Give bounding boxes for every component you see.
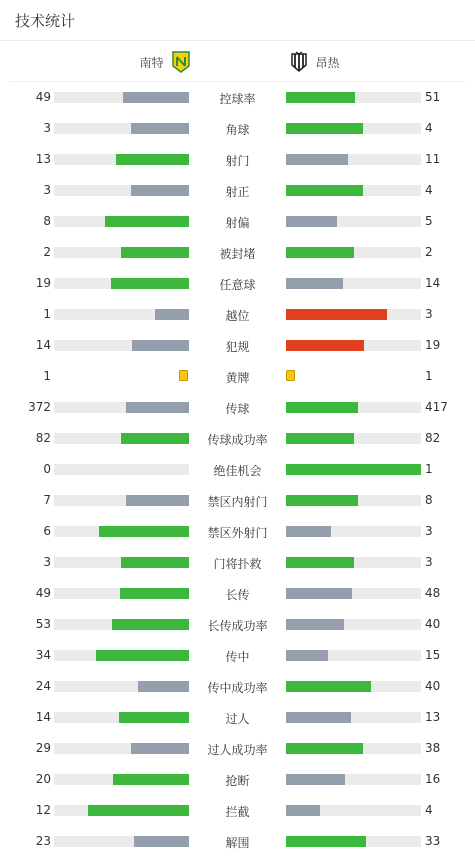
home-stat-value: 2 (43, 245, 51, 259)
home-stat-value: 8 (43, 214, 51, 228)
away-stat-bar (286, 557, 421, 568)
away-stat-value: 8 (425, 493, 433, 507)
stat-row (0, 609, 475, 640)
away-stat-value: 5 (425, 214, 433, 228)
home-team-name: 南特 (139, 55, 164, 70)
away-stat-bar-fill (286, 402, 358, 413)
stat-label: 传球成功率 (207, 433, 268, 447)
away-stat-bar (286, 92, 421, 103)
away-stat-value: 40 (425, 679, 441, 693)
home-stat-value: 12 (35, 803, 51, 817)
away-stat-value: 4 (425, 121, 433, 135)
away-stat-bar (286, 712, 421, 723)
home-stat-bar (54, 495, 189, 506)
away-stat-value: 15 (425, 648, 441, 662)
home-stat-value: 0 (43, 462, 51, 476)
home-stat-value: 24 (35, 679, 51, 693)
stat-label: 长传成功率 (207, 619, 268, 633)
away-stat-bar-fill (286, 650, 328, 661)
home-stat-bar-fill (121, 433, 189, 444)
stat-row (0, 113, 475, 144)
home-stat-value: 20 (35, 772, 51, 786)
stat-label: 射偏 (225, 216, 250, 230)
home-stat-bar-fill (132, 340, 189, 351)
stat-label: 过人成功率 (207, 743, 268, 757)
away-stat-bar-fill (286, 836, 366, 847)
away-stat-bar-fill (286, 216, 337, 227)
away-stat-bar-fill (286, 247, 354, 258)
home-stat-value: 1 (43, 369, 51, 383)
away-stat-value: 48 (425, 586, 441, 600)
away-team-name: 昂热 (315, 55, 340, 70)
home-stat-value: 7 (43, 493, 51, 507)
home-stat-value: 49 (35, 90, 51, 104)
home-team[interactable] (139, 51, 189, 73)
home-stat-bar-fill (113, 774, 189, 785)
away-stat-bar-fill (286, 681, 371, 692)
stat-label: 过人 (225, 712, 250, 726)
home-stat-bar (54, 836, 189, 847)
away-team[interactable] (290, 51, 340, 73)
away-stat-value: 19 (425, 338, 441, 352)
stat-row (0, 578, 475, 609)
home-stat-bar (54, 216, 189, 227)
home-stat-value: 3 (43, 555, 51, 569)
home-stat-value: 19 (35, 276, 51, 290)
home-stat-bar-fill (126, 495, 189, 506)
away-stat-value: 1 (425, 462, 433, 476)
away-stat-bar-fill (286, 278, 343, 289)
home-stat-bar-fill (99, 526, 189, 537)
home-stat-bar (54, 526, 189, 537)
stat-label: 越位 (225, 309, 250, 323)
home-team-crest-icon (172, 51, 190, 73)
stat-label: 门将扑救 (213, 557, 262, 571)
stat-label: 抢断 (225, 774, 250, 788)
stat-row (0, 361, 475, 392)
away-stat-bar-fill (286, 495, 358, 506)
home-stat-value: 3 (43, 183, 51, 197)
home-stat-bar-fill (88, 805, 189, 816)
away-stat-value: 82 (425, 431, 441, 445)
stat-label: 控球率 (219, 92, 256, 106)
stat-label: 禁区外射门 (207, 526, 268, 540)
away-stat-value: 3 (425, 555, 433, 569)
away-stat-bar (286, 278, 421, 289)
home-stat-value: 3 (43, 121, 51, 135)
home-stat-bar-fill (112, 619, 189, 630)
stat-row (0, 175, 475, 206)
stat-row (0, 485, 475, 516)
away-stat-bar-fill (286, 185, 363, 196)
away-stat-bar (286, 526, 421, 537)
stat-row (0, 82, 475, 113)
home-stat-value: 14 (35, 710, 51, 724)
stat-row (0, 671, 475, 702)
away-stat-bar-fill (286, 588, 352, 599)
away-stat-value: 51 (425, 90, 441, 104)
away-stat-bar (286, 588, 421, 599)
stat-label: 射门 (225, 154, 250, 168)
away-stat-bar-fill (286, 154, 348, 165)
home-stat-bar-fill (116, 154, 189, 165)
away-stat-bar-fill (286, 123, 363, 134)
home-stat-bar (54, 92, 189, 103)
stat-row (0, 454, 475, 485)
away-stat-value: 11 (425, 152, 441, 166)
home-stat-bar-fill (131, 123, 189, 134)
home-stat-bar-fill (121, 557, 189, 568)
away-stat-bar (286, 154, 421, 165)
header (0, 0, 475, 41)
yellow-card-icon (286, 370, 295, 381)
home-stat-value: 29 (35, 741, 51, 755)
home-stat-bar (54, 650, 189, 661)
stat-label: 解围 (225, 836, 250, 850)
away-stat-bar (286, 650, 421, 661)
away-stat-bar-fill (286, 743, 363, 754)
away-stat-bar-fill (286, 433, 354, 444)
away-stat-bar-fill (286, 92, 355, 103)
home-stat-bar (54, 557, 189, 568)
home-stat-bar (54, 247, 189, 258)
home-stat-bar (54, 743, 189, 754)
stats-list (0, 82, 475, 857)
stat-row (0, 423, 475, 454)
home-stat-bar (54, 588, 189, 599)
away-stat-bar-fill (286, 619, 344, 630)
away-stat-value: 33 (425, 834, 441, 848)
away-stat-bar (286, 805, 421, 816)
away-stat-bar (286, 464, 421, 475)
home-stat-value: 14 (35, 338, 51, 352)
away-stat-bar (286, 681, 421, 692)
away-stat-bar (286, 433, 421, 444)
away-stat-bar (286, 743, 421, 754)
stat-row (0, 392, 475, 423)
away-stat-bar-fill (286, 557, 354, 568)
stat-label: 禁区内射门 (207, 495, 268, 509)
stat-row (0, 795, 475, 826)
stat-label: 被封堵 (219, 247, 256, 261)
home-stat-bar (54, 681, 189, 692)
stat-label: 传中成功率 (207, 681, 268, 695)
home-stat-value: 53 (35, 617, 51, 631)
stat-label: 传中 (225, 650, 250, 664)
home-stat-value: 13 (35, 152, 51, 166)
stat-row (0, 547, 475, 578)
home-stat-bar (54, 805, 189, 816)
away-stat-bar (286, 216, 421, 227)
home-stat-bar-fill (111, 278, 189, 289)
stat-row (0, 516, 475, 547)
home-stat-bar-fill (131, 185, 189, 196)
away-stat-value: 14 (425, 276, 441, 290)
home-stat-bar (54, 123, 189, 134)
page-title: 技术统计 (15, 12, 76, 30)
stat-row (0, 144, 475, 175)
home-stat-value: 1 (43, 307, 51, 321)
home-stat-bar-fill (138, 681, 189, 692)
stat-label: 任意球 (219, 278, 256, 292)
stat-row (0, 237, 475, 268)
away-stat-value: 3 (425, 307, 433, 321)
away-stat-bar (286, 495, 421, 506)
away-stat-bar (286, 309, 421, 320)
away-stat-value: 38 (425, 741, 441, 755)
stat-label: 长传 (225, 588, 250, 602)
stat-label: 传球 (225, 402, 250, 416)
away-stat-bar-fill (286, 340, 364, 351)
stat-row (0, 702, 475, 733)
stat-row (0, 268, 475, 299)
away-stat-value: 13 (425, 710, 441, 724)
home-stat-bar-fill (126, 402, 189, 413)
stat-row (0, 733, 475, 764)
stat-row (0, 206, 475, 237)
away-stat-value: 1 (425, 369, 433, 383)
stat-row (0, 826, 475, 857)
team-header (10, 41, 465, 82)
home-stat-value: 23 (35, 834, 51, 848)
home-stat-bar (54, 309, 189, 320)
stat-row (0, 330, 475, 361)
away-stat-value: 3 (425, 524, 433, 538)
home-stat-bar (54, 619, 189, 630)
home-stat-bar-fill (123, 92, 189, 103)
away-stat-value: 2 (425, 245, 433, 259)
home-stat-value: 49 (35, 586, 51, 600)
stat-row (0, 640, 475, 671)
home-stat-bar-fill (96, 650, 189, 661)
home-stat-value: 82 (35, 431, 51, 445)
away-stat-bar (286, 774, 421, 785)
home-stat-bar (54, 278, 189, 289)
away-stat-bar-fill (286, 712, 351, 723)
stat-label: 射正 (225, 185, 250, 199)
away-stat-bar-fill (286, 309, 387, 320)
away-stat-value: 4 (425, 803, 433, 817)
home-stat-bar (54, 402, 189, 413)
stat-label: 角球 (225, 123, 250, 137)
home-stat-bar (54, 433, 189, 444)
away-stat-bar-fill (286, 464, 421, 475)
away-team-crest-icon (290, 51, 308, 73)
away-stat-value: 40 (425, 617, 441, 631)
home-stat-bar (54, 774, 189, 785)
away-stat-bar (286, 185, 421, 196)
yellow-card-icon (179, 370, 188, 381)
home-stat-bar (54, 340, 189, 351)
away-stat-bar (286, 402, 421, 413)
away-stat-bar (286, 123, 421, 134)
away-stat-bar-fill (286, 774, 345, 785)
away-stat-bar (286, 247, 421, 258)
home-stat-bar (54, 464, 189, 475)
home-stat-bar-fill (134, 836, 189, 847)
home-stat-bar (54, 712, 189, 723)
stat-row (0, 299, 475, 330)
stat-label: 犯规 (225, 340, 250, 354)
home-stat-value: 34 (35, 648, 51, 662)
home-stat-bar-fill (131, 743, 189, 754)
stat-label: 绝佳机会 (213, 464, 262, 478)
home-stat-bar (54, 154, 189, 165)
away-stat-bar-fill (286, 526, 331, 537)
stat-label: 黄牌 (225, 371, 250, 385)
away-stat-bar (286, 836, 421, 847)
stat-row (0, 764, 475, 795)
home-stat-bar (54, 185, 189, 196)
away-stat-value: 16 (425, 772, 441, 786)
away-stat-bar-fill (286, 805, 320, 816)
home-stat-bar-fill (120, 588, 189, 599)
home-stat-value: 372 (28, 400, 51, 414)
home-stat-bar-fill (105, 216, 189, 227)
stat-label: 拦截 (225, 805, 250, 819)
away-stat-bar (286, 340, 421, 351)
home-stat-bar-fill (121, 247, 189, 258)
away-stat-value: 4 (425, 183, 433, 197)
home-stat-bar-fill (155, 309, 189, 320)
home-stat-bar-fill (119, 712, 189, 723)
away-stat-value: 417 (425, 400, 448, 414)
away-stat-bar (286, 619, 421, 630)
home-stat-value: 6 (43, 524, 51, 538)
